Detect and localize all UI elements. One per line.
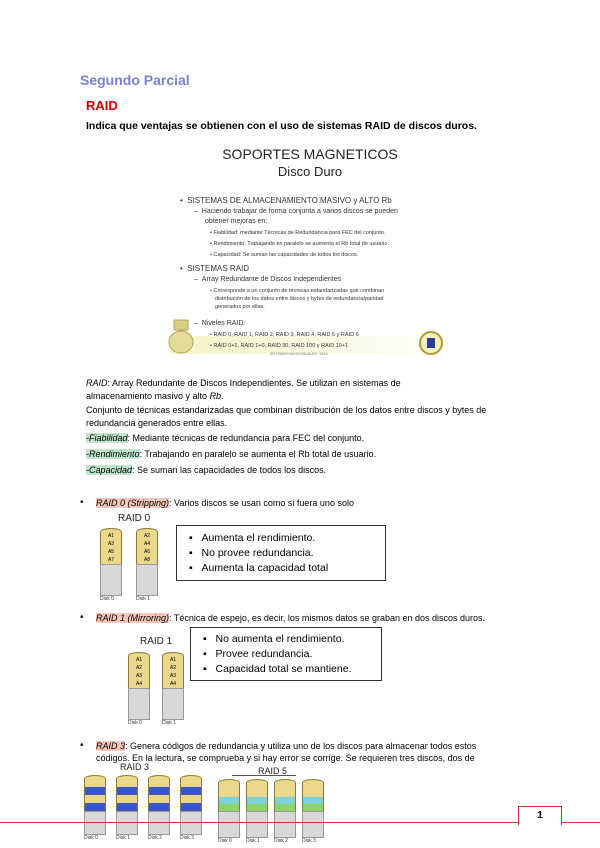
slide-item: • Fiabilidad: mediante Técnicas de Redundancia para FEC del conjunto.: [210, 230, 386, 236]
raid0-line: RAID 0 (Stripping): Varios discos se usan como si fuera uno solo: [96, 498, 354, 508]
rendimiento-line: -Rendimiento: Trabajando en paralelo se aumenta el Rb total de usuario.: [86, 449, 377, 459]
feature-item: ▪ Provee redundancia.: [203, 648, 313, 660]
disk-label: Disk 1: [162, 720, 176, 726]
disk-block: [180, 779, 202, 787]
disk-body: [116, 811, 138, 835]
raid1-line: RAID 1 (Mirroring): Técnica de espejo, es decir, los mismos datos se graban en dos discos duros.: [96, 613, 486, 623]
disk-block: A3: [128, 672, 150, 680]
raid3-line: RAID 3: Genera códigos de redundancia y utiliza uno de los discos para almacenar todos estos: [96, 741, 477, 751]
disk-block: [218, 804, 240, 811]
raid-definition: RAID: Array Redundante de Discos Independientes. Se utilizan en sistemas de almacenamiento masivo y alto Rb.: [86, 378, 401, 401]
disk-block: [246, 797, 268, 804]
raid5-diagram-title: RAID 5: [258, 766, 288, 776]
disk-body: [218, 811, 240, 838]
disk-body: [100, 564, 122, 596]
disk-block: A4: [136, 540, 158, 548]
disk-block: [180, 787, 202, 795]
disk-block: [302, 790, 324, 797]
crest-left-logo: [166, 314, 196, 354]
page-heading: Segundo Parcial: [80, 72, 190, 88]
disk-block: A6: [136, 548, 158, 556]
disk-block: [116, 779, 138, 787]
bullet-dot: •: [80, 740, 84, 751]
slide-subtitle: Disco Duro: [277, 164, 343, 179]
disk-block: A8: [136, 556, 158, 564]
raid3-line-2: códigos. En la lectura, se comprueba y si hay error se corrige. Se requieren tres discos, dos de: [96, 753, 475, 763]
disk-block: A3: [162, 672, 184, 680]
section-heading: RAID: [86, 98, 118, 113]
raid1-diagram-title: RAID 1: [140, 636, 173, 647]
disk-block: A4: [162, 680, 184, 688]
raid1-diagram: [128, 652, 198, 736]
raid0-diagram-title: RAID 0: [118, 513, 151, 524]
disk-block: [148, 803, 170, 811]
slide-bullet: • SISTEMAS RAID: [180, 264, 250, 273]
feature-item: ▪ Capacidad total se mantiene.: [203, 663, 352, 675]
disk-block: [218, 790, 240, 797]
disk-block: [274, 797, 296, 804]
disk-block: [84, 795, 106, 803]
disk-block: [180, 795, 202, 803]
university-seal-logo: [418, 330, 444, 356]
disk-body: [128, 688, 150, 720]
disk-block: [246, 790, 268, 797]
disk-block: [180, 803, 202, 811]
disk-label: Disk 3: [180, 835, 194, 841]
disk-block: [274, 804, 296, 811]
disk-block: A4: [128, 680, 150, 688]
raid0-features-box: [176, 525, 386, 581]
disk-block: A2: [136, 532, 158, 540]
feature-item: ▪ No aumenta el rendimiento.: [203, 633, 345, 645]
slide-line: generados por ellas.: [215, 304, 265, 310]
disk-block: [302, 783, 324, 790]
disk-block: A2: [128, 664, 150, 672]
raid3-diagram-title: RAID 3: [120, 762, 150, 772]
raid1-features-box: [190, 627, 382, 681]
disk-body: [162, 688, 184, 720]
disk-body: [302, 811, 324, 838]
slide-item: • Corresponde a un conjunto de técnicas estandarizadas que combinan: [210, 288, 385, 294]
disk-block: [84, 803, 106, 811]
disk-label: Disk 0: [128, 720, 142, 726]
disk-label: Disk 1: [116, 835, 130, 841]
disk-block: [148, 795, 170, 803]
raid3-diagram: [84, 775, 204, 848]
disk-label: Disk 3: [302, 838, 316, 844]
feature-item: ▪ Aumenta la capacidad total: [189, 562, 329, 574]
disk-label: Disk 2: [148, 835, 162, 841]
disk-block: A1: [100, 532, 122, 540]
slide-sub-bullet: – Haciendo trabajar de forma conjunta a varios discos se pueden: [194, 208, 398, 215]
disk-block: [274, 783, 296, 790]
slide-item: • RAID 0+1, RAID 1+0, RAID 30, RAID 100 y RAID 10+1: [210, 343, 349, 349]
feature-item: ▪ No provee redundancia.: [189, 547, 314, 559]
question-text: Indica que ventajas se obtienen con el uso de sistemas RAID de discos duros.: [86, 120, 477, 132]
disk-block: [148, 779, 170, 787]
slide-image: [160, 140, 460, 362]
disk-block: [274, 790, 296, 797]
disk-block: [302, 804, 324, 811]
raid5-diagram: [218, 779, 338, 848]
disk-block: [302, 797, 324, 804]
page-number: 1: [518, 806, 562, 825]
disk-block: [116, 795, 138, 803]
disk-block: [148, 787, 170, 795]
disk-block: [116, 803, 138, 811]
disk-block: [84, 787, 106, 795]
raid-description: Conjunto de técnicas estandarizadas que combinan distribución de los datos entre discos y bytes de redundancia generados entre ellas.: [86, 405, 487, 428]
disk-block: A1: [128, 656, 150, 664]
disk-label: Disk 0: [84, 835, 98, 841]
slide-item: • RAID 0, RAID 1, RAID 2, RAID 3, RAID 4, RAID 5 y RAID 6: [210, 332, 359, 338]
slide-bullet: • SISTEMAS DE ALMACENAMIENTO MASIVO y ALTO Rb: [180, 196, 392, 205]
slide-footer: SISTEMAS AUDIOVISUALES · 2015: [270, 352, 328, 356]
disk-body: [148, 811, 170, 835]
disk-body: [246, 811, 268, 838]
disk-label: Disk 0: [100, 596, 114, 602]
bullet-dot: •: [80, 612, 84, 623]
footer-rule: [0, 822, 600, 823]
disk-block: [246, 804, 268, 811]
slide-sub-bullet: – Array Redundante de Discos Independientes: [194, 276, 342, 283]
slide-title: SOPORTES MAGNETICOS: [222, 146, 398, 162]
feature-item: ▪ Aumenta el rendimiento.: [189, 532, 316, 544]
disk-block: [116, 787, 138, 795]
raid0-diagram: [100, 528, 170, 610]
disk-block: [218, 783, 240, 790]
slide-item: • Capacidad: Se suman las capacidades de todos los discos.: [210, 252, 359, 258]
disk-label: Disk 0: [218, 838, 232, 844]
capacidad-line: -Capacidad: Se suman las capacidades de todos los discos.: [86, 465, 327, 475]
disk-block: A2: [162, 664, 184, 672]
disk-block: A1: [162, 656, 184, 664]
bullet-dot: •: [80, 497, 84, 508]
disk-label: Disk 1: [136, 596, 150, 602]
slide-line: obtener mejoras en:: [205, 218, 268, 225]
slide-item: • Rendimiento: Trabajando en paralelo se aumenta el Rb total de usuario.: [210, 241, 389, 247]
disk-block: A7: [100, 556, 122, 564]
disk-body: [84, 811, 106, 835]
disk-body: [274, 811, 296, 838]
disk-label: Disk 1: [246, 838, 260, 844]
disk-block: [218, 797, 240, 804]
disk-label: Disk 2: [274, 838, 288, 844]
disk-block: A5: [100, 548, 122, 556]
disk-body: [136, 564, 158, 596]
fiabilidad-line: -Fiabilidad: Mediante técnicas de redundancia para FEC del conjunto.: [86, 433, 365, 443]
slide-line: distribución de los datos entre discos y bytes de redundancia/paridad: [215, 296, 384, 302]
disk-body: [180, 811, 202, 835]
disk-block: [246, 783, 268, 790]
disk-block: [84, 779, 106, 787]
slide-sub-bullet: – Niveles RAID:: [194, 320, 246, 327]
disk-block: A3: [100, 540, 122, 548]
